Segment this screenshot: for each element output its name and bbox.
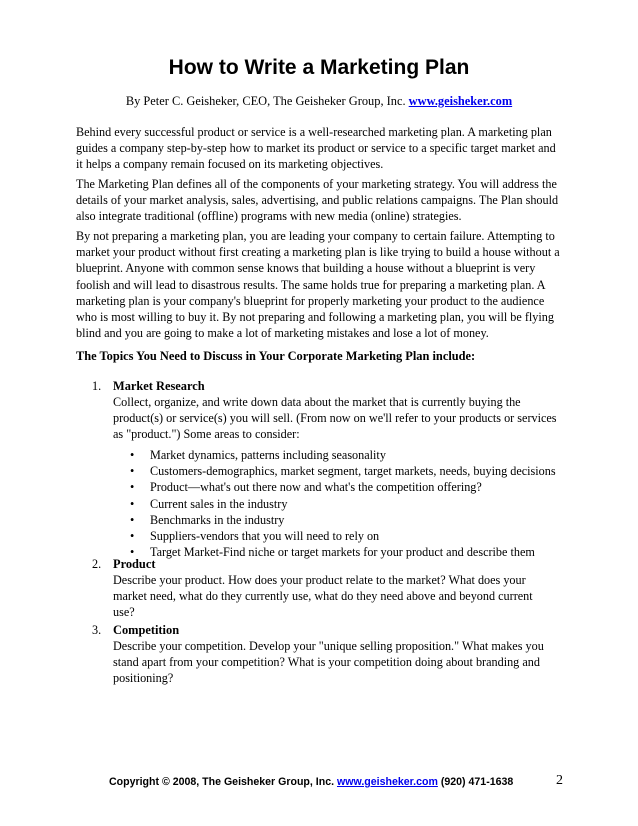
- page-title: How to Write a Marketing Plan: [168, 56, 470, 79]
- bullet-dot: •: [130, 545, 135, 560]
- bullet-dot: •: [130, 496, 135, 511]
- bullet-text: Market dynamics, patterns including seasonality: [150, 448, 386, 462]
- description-line: Collect, organize, and write down data about the market that is currently buying the: [113, 395, 521, 409]
- bullet-item: [130, 512, 556, 528]
- paragraph-line: blind and you are going to make a lot of marketing mistakes and lose a lot of money.: [76, 326, 489, 341]
- bullet-item: [130, 479, 556, 495]
- paragraph-line: By not preparing a marketing plan, you are leading your company to certain failure. Attempting to: [76, 229, 555, 243]
- topic-number: 3.: [92, 623, 102, 637]
- page-footer: [109, 775, 513, 789]
- topic-description: [113, 572, 533, 621]
- page-number: 2: [556, 773, 563, 788]
- topic-number: 1.: [92, 379, 102, 393]
- topic-heading: Competition: [113, 623, 180, 637]
- topic-heading: Product: [113, 557, 156, 571]
- topic-description: [113, 394, 557, 443]
- bullet-item: [130, 447, 556, 463]
- topic-number: 2.: [92, 557, 102, 571]
- intro-paragraph-2: [76, 176, 566, 225]
- paragraph-line: details of your market analysis, sales, advertising, and public relations campaigns. The Plan should: [76, 193, 559, 208]
- paragraph-line: guides a company step-by-step how to market its product or service to a specific target market and: [76, 141, 556, 156]
- paragraph-line: blueprint. Anyone with common sense knows that building a house without a blueprint is very: [76, 261, 536, 276]
- bullet-item: [130, 463, 556, 479]
- paragraph-line: The Marketing Plan defines all of the components of your marketing strategy. You will address the: [76, 177, 557, 191]
- description-line: use?: [113, 605, 135, 620]
- paragraph-line: also integrate traditional (offline) programs with new media (online) strategies.: [76, 209, 462, 224]
- intro-paragraph-1: [76, 124, 566, 173]
- paragraph-line: Behind every successful product or service is a well-researched marketing plan. A marketing plan: [76, 125, 552, 139]
- intro-paragraph-3: [76, 228, 566, 341]
- bullet-dot: •: [130, 480, 135, 495]
- description-line: stand apart from your competition? What is your competition doing about branding and: [113, 655, 540, 670]
- bullet-text: Suppliers-vendors that you will need to rely on: [150, 529, 380, 544]
- bullet-dot: •: [130, 512, 135, 527]
- paragraph-line: marketing plan is your company's blueprint for properly marketing your product to the audience: [76, 293, 545, 308]
- paragraph-line: foolish and will lead to disastrous results. The same holds true for preparing a marketing plan. A: [76, 277, 546, 292]
- description-line: Describe your product. How does your product relate to the market? What does your: [113, 573, 526, 587]
- bullet-item: [130, 528, 556, 544]
- bullet-item: [130, 544, 556, 560]
- bullet-item: [130, 496, 556, 512]
- bullet-text: Benchmarks in the industry: [150, 512, 285, 527]
- bullet-dot: •: [130, 464, 135, 479]
- bullet-text: Current sales in the industry: [150, 496, 288, 511]
- bullet-dot: •: [130, 529, 135, 544]
- description-line: positioning?: [113, 671, 174, 686]
- topic-heading: Market Research: [113, 379, 205, 393]
- paragraph-line: market your product without first creating a marketing plan is like trying to build a house without a: [76, 245, 560, 260]
- byline-website-link[interactable]: www.geisheker.com: [408, 94, 513, 108]
- paragraph-line: who is most willing to buy it. By not preparing and following a marketing plan, you will be flying: [76, 310, 554, 325]
- description-line: Describe your competition. Develop your "unique selling proposition." What makes you: [113, 639, 544, 653]
- description-line: product(s) or service(s) you will sell. (From now on we'll refer to your products or services: [113, 411, 557, 426]
- bullet-text: Customers-demographics, market segment, target markets, needs, buying decisions: [150, 464, 556, 479]
- bullet-dot: •: [130, 448, 135, 462]
- byline-text: By Peter C. Geisheker, CEO, The Geisheker Group, Inc.: [125, 94, 406, 108]
- bullet-text: Product—what's out there now and what's the competition offering?: [150, 480, 482, 495]
- description-line: as "product.") Some areas to consider:: [113, 427, 300, 442]
- topics-heading: The Topics You Need to Discuss in Your Corporate Marketing Plan include:: [76, 349, 476, 363]
- paragraph-line: it helps a company remain focused on its marketing objectives.: [76, 157, 384, 172]
- footer-copyright: Copyright © 2008, The Geisheker Group, Inc.: [109, 776, 335, 788]
- topic-description: [113, 638, 544, 687]
- footer-website-link[interactable]: www.geisheker.com: [337, 776, 438, 788]
- byline: [0, 93, 638, 109]
- bullet-text: Target Market-Find niche or target markets for your product and describe them: [150, 545, 535, 560]
- market-research-bullet-list: [130, 447, 556, 560]
- description-line: market need, what do they currently use, what do they need above and beyond current: [113, 589, 533, 604]
- footer-phone: (920) 471-1638: [440, 776, 514, 788]
